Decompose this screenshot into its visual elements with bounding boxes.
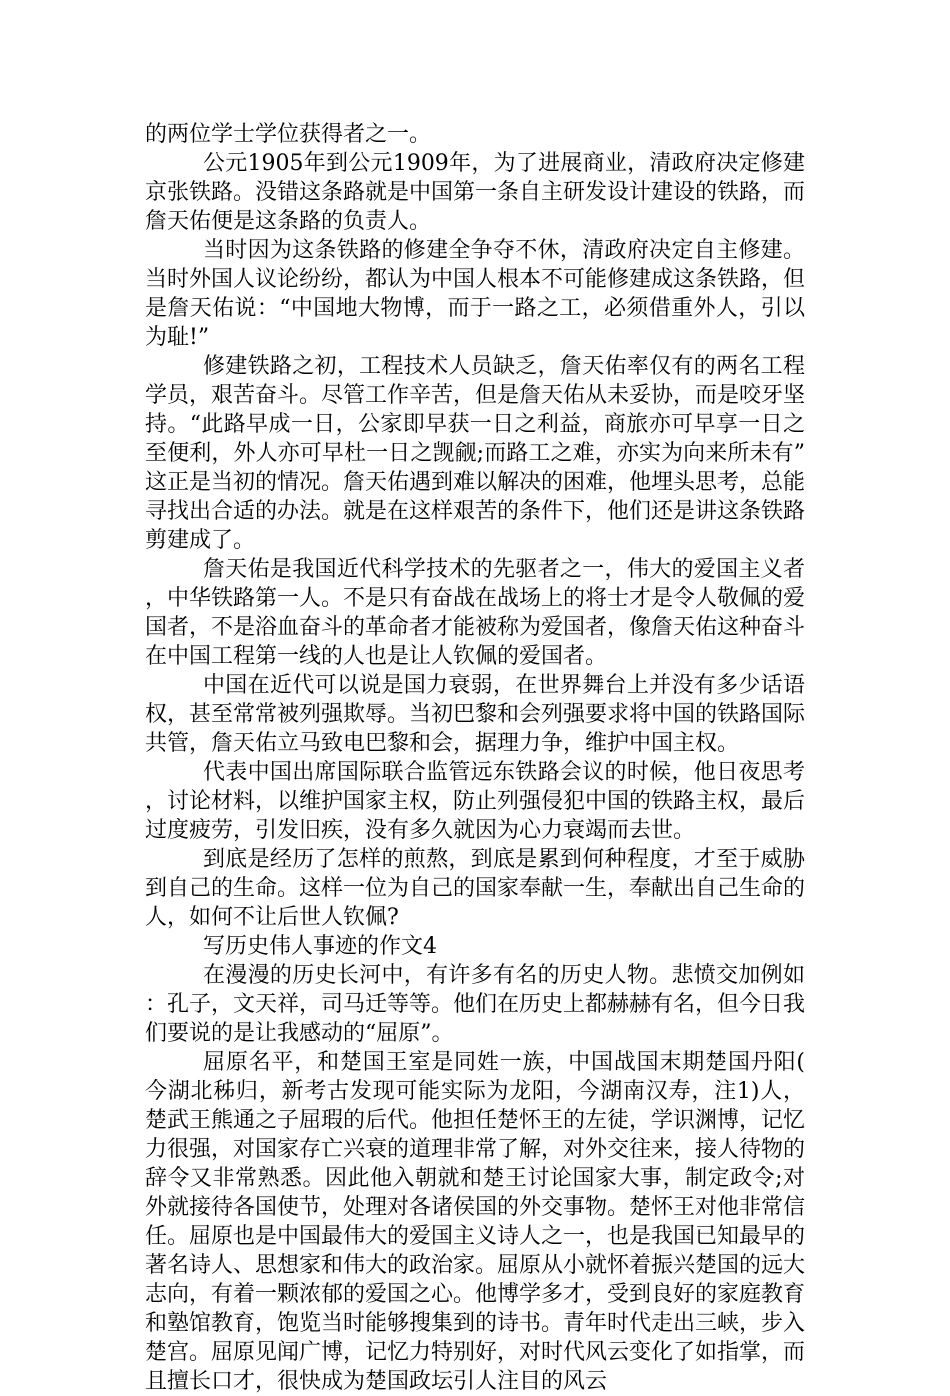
paragraph-railway-conference: 代表中国出席国际联合监管远东铁路会议的时候，他日夜思考，讨论材料，以维护国家主权，防止列强侵犯中国的铁路主权，最后过度疲劳，引发旧疾，没有多久就因为心力衰竭而去世。 — [145, 760, 806, 843]
document-page — [145, 120, 805, 1396]
paragraph-construction-hardship: 修建铁路之初，工程技术人员缺乏，詹天佑率仅有的两名工程学员，艰苦奋斗。尽管工作辛苦，但是詹天佑从未妥协，而是咬牙坚持。“此路早成一日，公家即早获一日之利益，商旅亦可早享一日之至便利，外人亦可早杜一日之觊觎;而路工之难，亦实为向来所未有”这正是当初的情况。詹天佑遇到难以解决的困难，他埋头思考，总能寻找出合适的办法。就是在这样艰苦的条件下，他们还是讲这条铁路剪建成了。 — [145, 354, 806, 553]
paragraph-paris-peace-conference: 中国在近代可以说是国力衰弱，在世界舞台上并没有多少话语权，甚至常常被列强欺辱。当初巴黎和会列强要求将中国的铁路国际共管，詹天佑立马致电巴黎和会，据理力争，维护中国主权。 — [145, 673, 806, 756]
paragraph-qu-yuan-biography: 屈原名平，和楚国王室是同姓一族，中国战国末期楚国丹阳(今湖北秭归，新考古发现可能实际为龙阳，今湖南汉寿，注1)人，楚武王熊通之子屈瑕的后代。他担任楚怀王的左徒，学识渊博，记忆力很强，对国家存亡兴衰的道理非常了解，对外交往来，接人待物的辞令又非常熟悉。因此他入朝就和楚王讨论国家大事，制定政令;对外就接待各国使节，处理对各诸侯国的外交事物。楚怀王对他非常信任。屈原也是中国最伟大的爱国主义诗人之一，也是我国已知最早的著名诗人、思想家和伟大的政治家。屈原从小就怀着振兴楚国的远大志向，有着一颗浓郁的爱国之心。他博学多才，受到良好的家庭教育和塾馆教育，饱览当时能够搜集到的诗书。青年时代走出三峡，步入楚宫。屈原见闻广博，记忆力特别好，对时代风云变化了如指掌，而且擅长口才，很快成为楚国政坛引人注目的风云 — [145, 1050, 806, 1394]
essay-section-title: 写历史伟人事迹的作文4 — [203, 934, 437, 959]
paragraph-history-figures: 在漫漫的历史长河中，有许多有名的历史人物。悲愤交加例如：孔子，文天祥，司马迁等等。他们在历史上都赫赫有名，但今日我们要说的是让我感动的“屈原”。 — [145, 963, 806, 1046]
paragraph-continuation: 的两位学士学位获得者之一。 — [145, 122, 432, 147]
paragraph-admiration: 到底是经历了怎样的煎熬，到底是累到何种程度，才至于威胁到自己的生命。这样一位为自己的国家奉献一生，奉献出自己生命的人，如何不让后世人钦佩? — [145, 847, 806, 930]
paragraph-self-construction: 当时因为这条铁路的修建全争夺不休，清政府决定自主修建。当时外国人议论纷纷，都认为中国人根本不可能修建成这条铁路，但是詹天佑说：“中国地大物博，而于一路之工，必须借重外人，引以为耻!” — [145, 238, 806, 350]
paragraph-pioneer-patriot: 詹天佑是我国近代科学技术的先驱者之一，伟大的爱国主义者，中华铁路第一人。不是只有奋战在战场上的将士才是令人敬佩的爱国者，不是浴血奋斗的革命者才能被称为爱国者，像詹天佑这种奋斗在中国工程第一线的人也是让人钦佩的爱国者。 — [145, 557, 806, 669]
paragraph-beijing-zhangjiakou-railway: 公元1905年到公元1909年，为了进展商业，清政府决定修建京张铁路。没错这条路就是中国第一条自主研发设计建设的铁路，而詹天佑便是这条路的负责人。 — [145, 151, 806, 234]
